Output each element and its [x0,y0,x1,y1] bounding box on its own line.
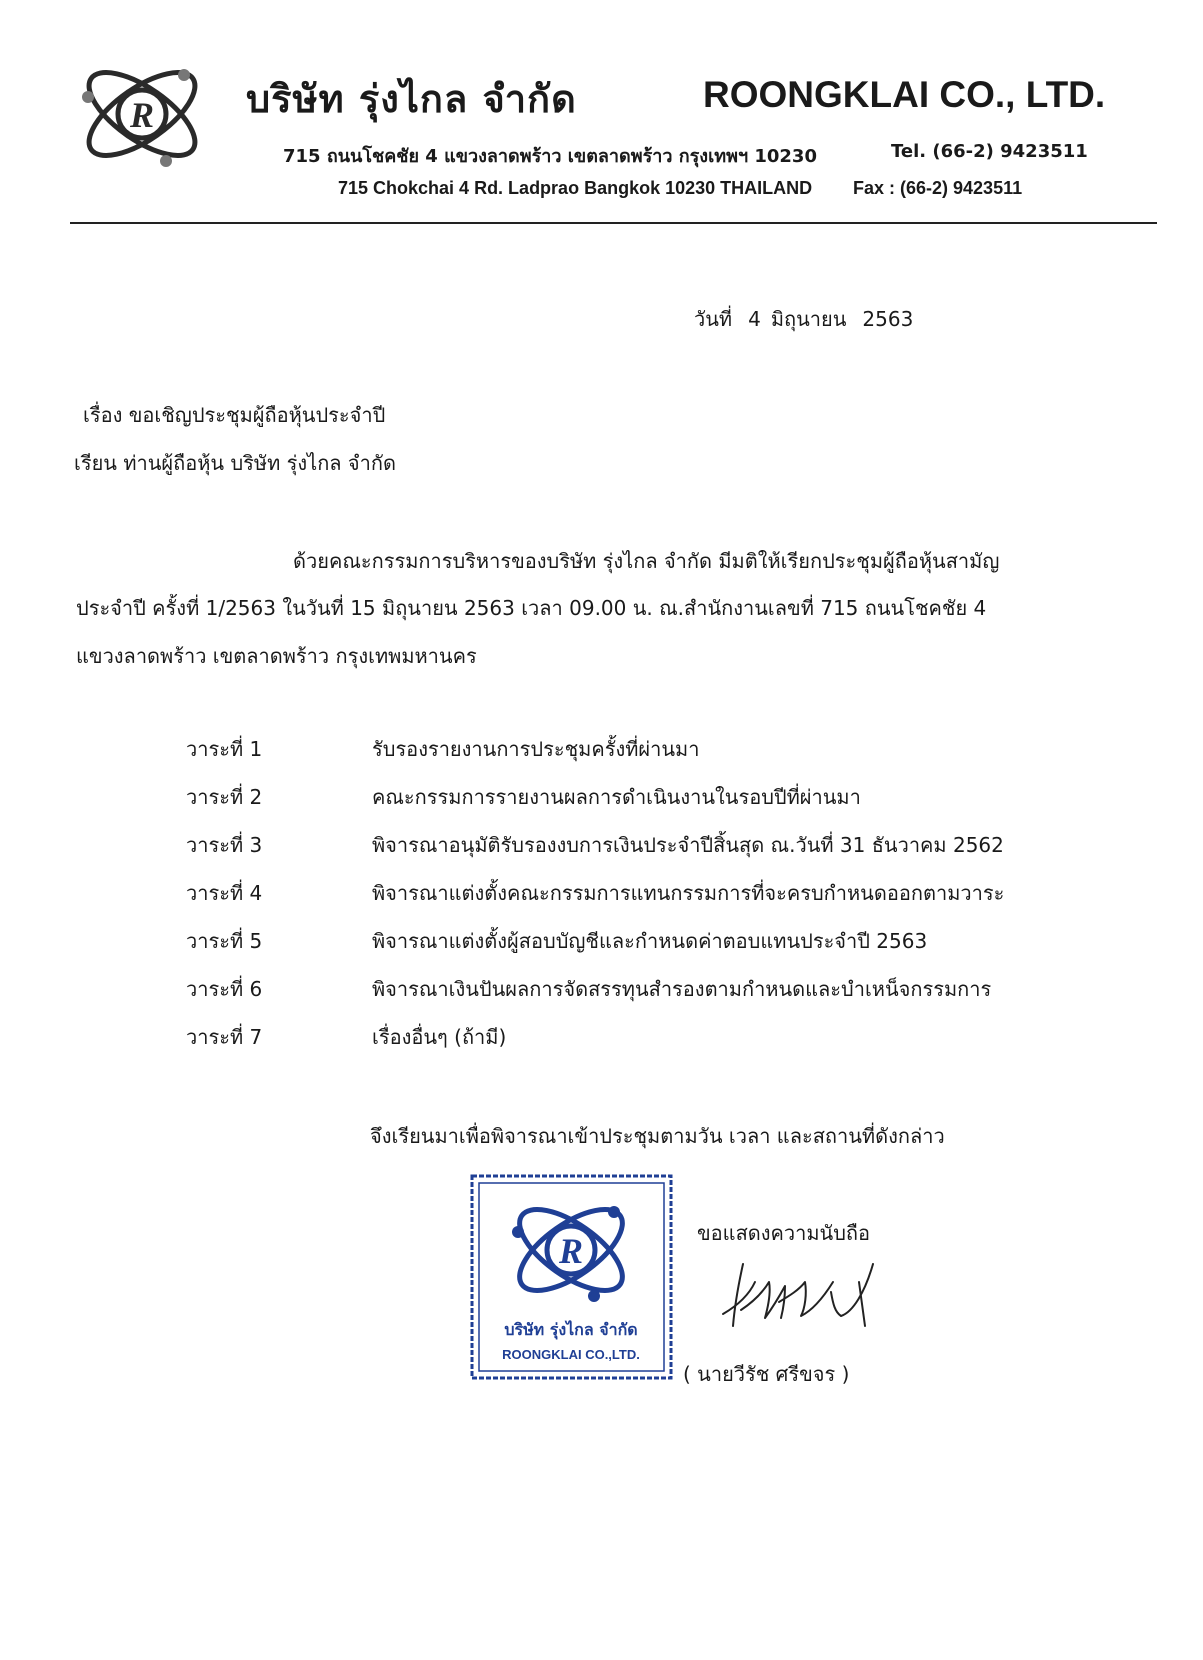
date-label: วันที่ [694,307,733,331]
letter-recipient: เรียน ท่านผู้ถือหุ้น บริษัท รุ่งไกล จำกัด [74,451,396,475]
closing-sentence: จึงเรียนมาเพื่อพิจารณาเข้าประชุมตามวัน เวลา และสถานที่ดังกล่าว [370,1124,945,1148]
agenda-number: วาระที่ 7 [186,1025,263,1049]
agenda-text: เรื่องอื่นๆ (ถ้ามี) [372,1025,507,1049]
agenda-text: พิจารณาเงินปันผลการจัดสรรทุนสำรองตามกำหนดและบำเหน็จกรรมการ [372,977,992,1001]
letter-date [694,303,913,335]
date-month: มิถุนายน [770,307,847,331]
agenda-text: รับรองรายงานการประชุมครั้งที่ผ่านมา [372,737,700,761]
address-english: 715 Chokchai 4 Rd. Ladprao Bangkok 10230 THAILAND [338,178,813,198]
paragraph-line-2: ประจำปี ครั้งที่ 1/2563 ในวันที่ 15 มิถุนายน 2563 เวลา 09.00 น. ณ.สำนักงานเลขที่ 715 ถนนโชคชัย 4 [76,596,987,620]
address-english-line [338,178,1023,199]
company-name-thai: บริษัท รุ่งไกล จำกัด [246,77,577,121]
letterhead-divider [70,222,1157,224]
agenda-text: พิจารณาอนุมัติรับรองงบการเงินประจำปีสิ้นสุด ณ.วันที่ 31 ธันวาคม 2562 [372,833,1004,857]
address-thai-line [283,141,1088,170]
letter-subject: เรื่อง ขอเชิญประชุมผู้ถือหุ้นประจำปี [83,403,386,427]
agenda-number: วาระที่ 4 [186,881,263,905]
stamp-name-english: ROONGKLAI CO.,LTD. [502,1347,640,1362]
agenda-number: วาระที่ 2 [186,785,263,809]
agenda-number: วาระที่ 6 [186,977,263,1001]
agenda-text: พิจารณาแต่งตั้งผู้สอบบัญชีและกำหนดค่าตอบแทนประจำปี 2563 [372,929,928,953]
stamp-name-thai: บริษัท รุ่งไกล จำกัด [504,1320,638,1339]
paragraph-line-1: ด้วยคณะกรรมการบริหารของบริษัท รุ่งไกล จำกัด มีมติให้เรียกประชุมผู้ถือหุ้นสามัญ [293,549,1000,573]
address-thai: 715 ถนนโชคชัย 4 แขวงลาดพร้าว เขตลาดพร้าว กรุงเทพฯ 10230 [283,146,817,167]
company-name-english: ROONGKLAI CO., LTD. [703,74,1106,115]
company-stamp [468,1172,675,1382]
stamp-logo-letter: R [558,1231,584,1271]
company-logo [74,57,210,171]
agenda-number: วาระที่ 1 [186,737,263,761]
agenda-text: คณะกรรมการรายงานผลการดำเนินงานในรอบปีที่ผ่านมา [372,785,861,809]
regards: ขอแสดงความนับถือ [697,1221,871,1245]
agenda-text: พิจารณาแต่งตั้งคณะกรรมการแทนกรรมการที่จะครบกำหนดออกตามวาระ [372,881,1005,905]
date-year: 2563 [862,307,914,331]
date-day: 4 [748,307,761,331]
logo-letter: R [129,95,155,135]
fax-number: Fax : (66-2) 9423511 [853,178,1023,198]
signer-name: ( นายวีรัช ศรีขจร ) [683,1362,850,1386]
agenda-number: วาระที่ 3 [186,833,263,857]
paragraph-line-3: แขวงลาดพร้าว เขตลาดพร้าว กรุงเทพมหานคร [76,644,477,668]
signature [713,1252,893,1332]
agenda-number: วาระที่ 5 [186,929,263,953]
telephone: Tel. (66-2) 9423511 [891,141,1088,162]
